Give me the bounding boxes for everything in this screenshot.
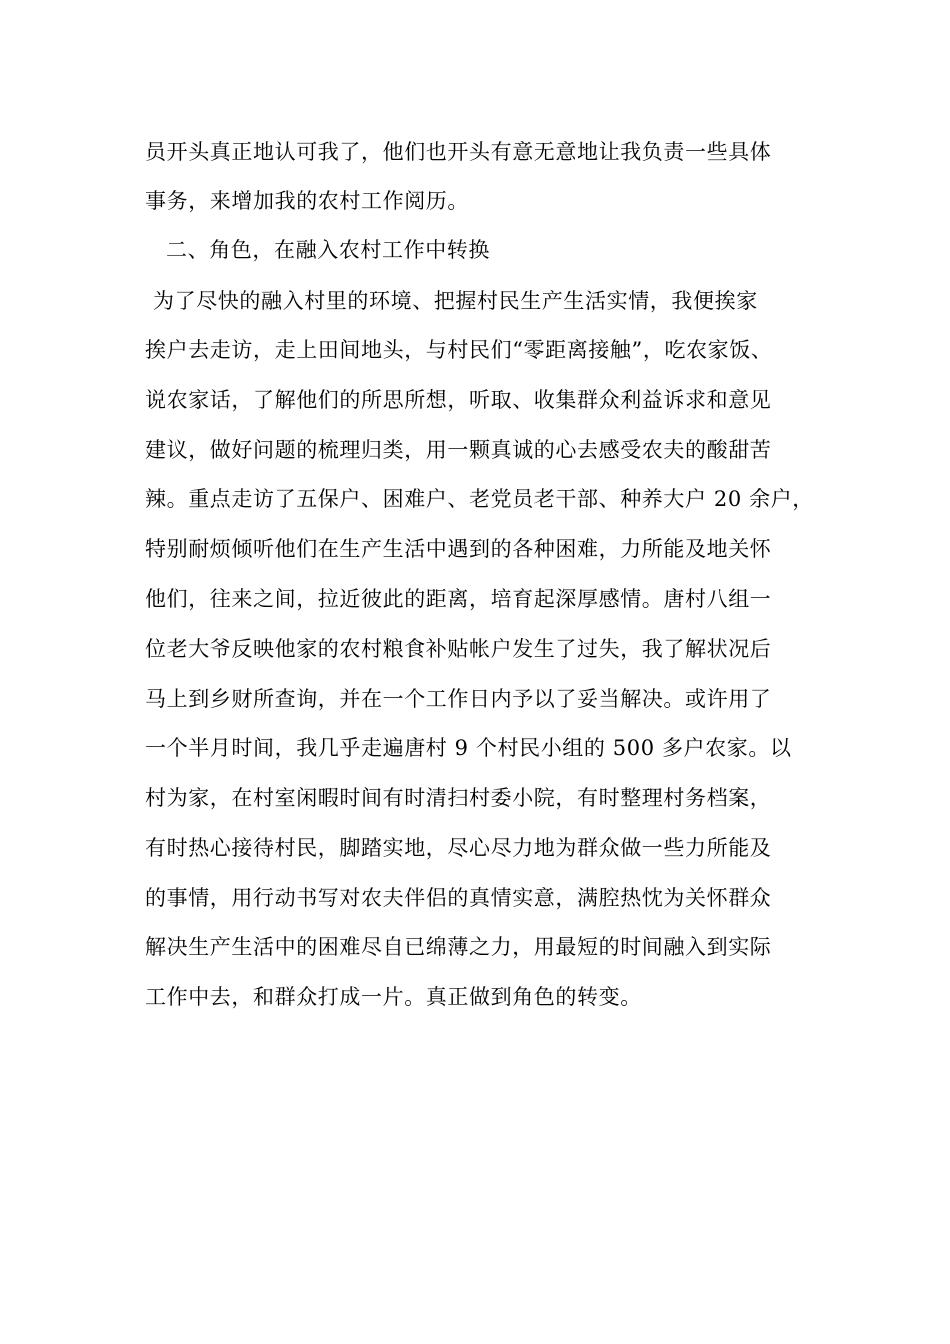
text-line: 他们，往来之间，拉近彼此的距离，培育起深厚感情。唐村八组一 (145, 587, 772, 611)
text-line: 工作中去，和群众打成一片。真正做到角色的转变。 (145, 985, 642, 1009)
text-line: 位老大爷反映他家的农村粮食补贴帐户发生了过失，我了解状况后 (145, 637, 772, 661)
text-line: 建议，做好问题的梳理归类，用一颗真诚的心去感受农夫的酸甜苦 (145, 438, 772, 462)
text-line: 事务，来增加我的农村工作阅历。 (145, 189, 469, 213)
section-heading: 二、角色，在融入农村工作中转换 (166, 238, 490, 262)
text-line: 特别耐烦倾听他们在生产生活中遇到的各种困难，力所能及地关怀 (145, 537, 772, 561)
text-line: 的事情，用行动书写对农夫伴侣的真情实意，满腔热忱为关怀群众 (145, 886, 772, 910)
text-line: 辣。重点走访了五保户、困难户、老党员老干部、种养大户 20 余户， (145, 487, 814, 511)
text-line: 马上到乡财所查询，并在一个工作日内予以了妥当解决。或许用了 (145, 687, 772, 711)
text-line: 员开头真正地认可我了，他们也开头有意无意地让我负责一些具体 (145, 140, 772, 164)
text-line: 有时热心接待村民，脚踏实地，尽心尽力地为群众做一些力所能及 (145, 836, 772, 860)
text-line: 一个半月时间，我几乎走遍唐村 9 个村民小组的 500 多户农家。以 (145, 736, 792, 760)
text-line: 挨户去走访，走上田间地头，与村民们“零距离接触”，吃农家饭、 (145, 338, 773, 362)
text-line: 为了尽快的融入村里的环境、把握村民生产生活实情，我便挨家 (153, 289, 758, 313)
text-line: 村为家，在村室闲暇时间有时清扫村委小院，有时整理村务档案， (145, 786, 772, 810)
text-line: 说农家话，了解他们的所思所想，听取、收集群众利益诉求和意见 (145, 388, 772, 412)
text-line: 解决生产生活中的困难尽自已绵薄之力，用最短的时间融入到实际 (145, 935, 772, 959)
